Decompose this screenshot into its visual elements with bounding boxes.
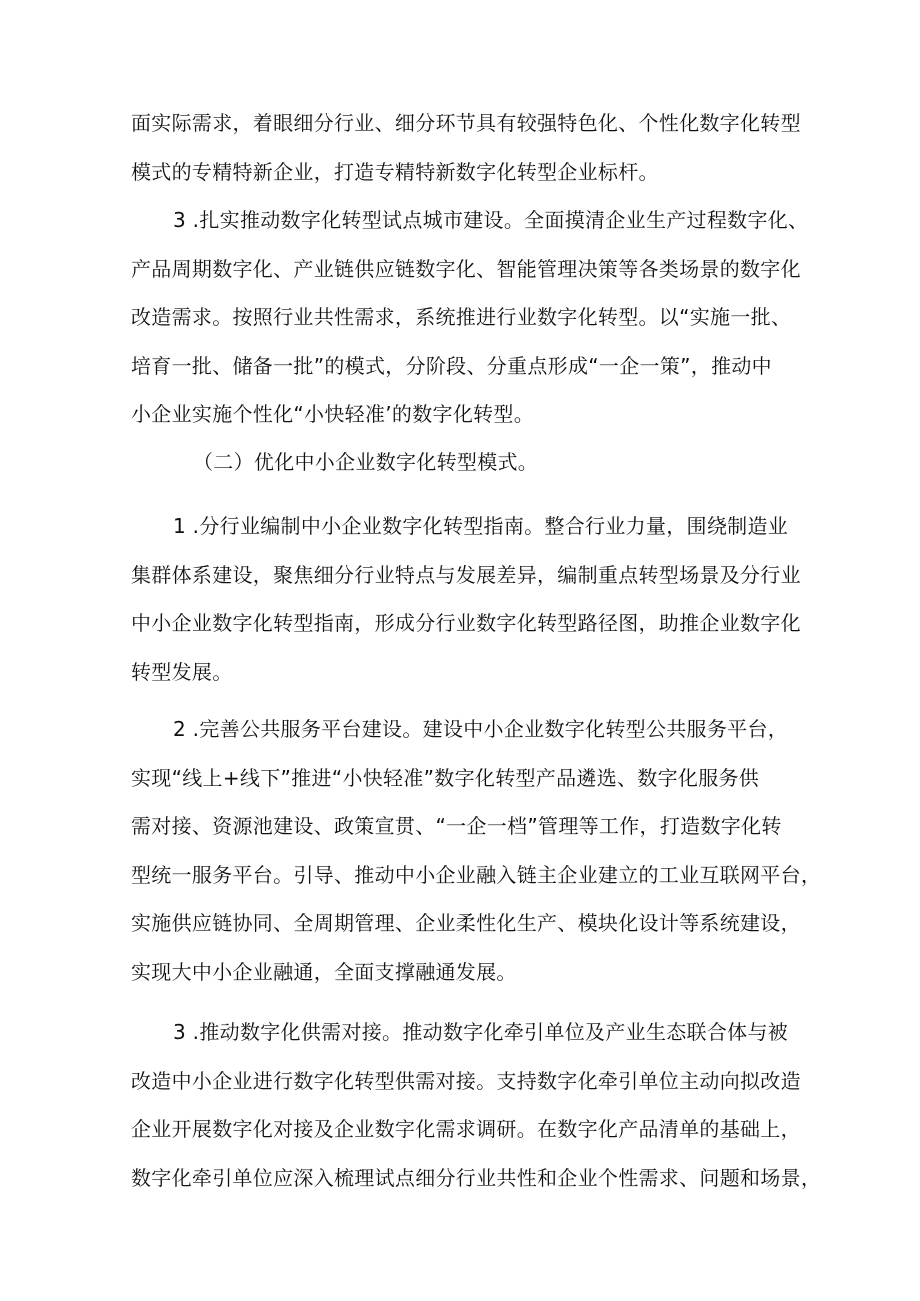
text-line: 数字化牵引单位应深入梳理试点细分行业共性和企业个性需求、问题和场景， bbox=[131, 1165, 822, 1190]
text-line: 型统一服务平台。引导、推动中小企业融入链主企业建立的工业互联网平台， bbox=[131, 862, 822, 887]
text-line: 中小企业数字化转型指南，形成分行业数字化转型路径图，助推企业数字化 bbox=[131, 611, 801, 635]
text-line: 模式的专精特新企业，打造专精特新数字化转型企业标杆。 bbox=[131, 159, 659, 184]
text-line: 改造需求。按照行业共性需求，系统推进行业数字化转型。以“实施一批、 bbox=[131, 305, 792, 329]
section-heading bbox=[131, 438, 796, 487]
text-line: 集群体系建设，聚焦细分行业特点与发展差异，编制重点转型场景及分行业 bbox=[131, 562, 801, 587]
text-line: 培育一批、储备一批”的模式，分阶段、分重点形成“一企一策”，推动中 bbox=[131, 353, 772, 378]
text-line: 实现大中小企业融通，全面支撑融通发展。 bbox=[131, 959, 517, 984]
text-line: 3 .扎实推动数字化转型试点城市建设。全面摸清企业生产过程数字化、 bbox=[173, 208, 809, 232]
text-line: 转型发展。 bbox=[131, 659, 233, 684]
text-line: 2 .完善公共服务平台建设。建设中小企业数字化转型公共服务平台， bbox=[173, 717, 789, 741]
text-line: 需对接、资源池建设、政策宣贯、“一企一档”管理等工作，打造数字化转 bbox=[131, 814, 782, 838]
text-line: 实现“线上+线下”推进“小快轻准”数字化转型产品遴选、数字化服务供 bbox=[131, 765, 760, 790]
text-line: 面实际需求，着眼细分行业、细分环节具有较强特色化、个性化数字化转型 bbox=[131, 111, 801, 135]
text-line: 小企业实施个性化“小快轻准’的数字化转型。 bbox=[131, 402, 535, 426]
text-line: 改造中小企业进行数字化转型供需对接。支持数字化牵引单位主动向拟改造 bbox=[131, 1068, 801, 1093]
paragraph-item-3-supply-demand bbox=[131, 1008, 822, 1202]
paragraph-item-1-guide bbox=[131, 502, 801, 696]
text-line: 产品周期数字化、产业链供应链数字化、智能管理决策等各类场景的数字化 bbox=[131, 256, 801, 281]
paragraph-item-2-platform bbox=[131, 705, 822, 996]
section-heading-text: （二）优化中小企业数字化转型模式。 bbox=[193, 450, 539, 474]
paragraph-item-3-pilot-city bbox=[131, 196, 809, 439]
paragraph-continuation bbox=[131, 99, 801, 196]
text-line: 1 .分行业编制中小企业数字化转型指南。整合行业力量，围绕制造业 bbox=[173, 514, 789, 538]
text-line: 3 .推动数字化供需对接。推动数字化牵引单位及产业生态联合体与被 bbox=[173, 1020, 789, 1044]
text-line: 企业开展数字化对接及企业数字化需求调研。在数字化产品清单的基础上， bbox=[131, 1117, 801, 1141]
text-line: 实施供应链协同、全周期管理、企业柔性化生产、模块化设计等系统建设， bbox=[131, 911, 801, 935]
